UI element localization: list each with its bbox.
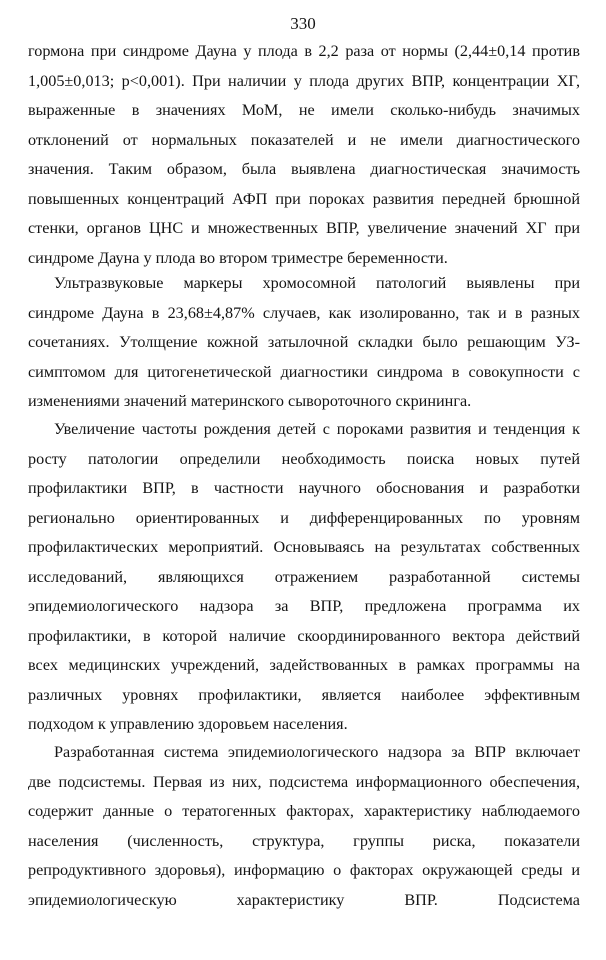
text-line: стенки, органов ЦНС и множественных ВПР, увеличение значений ХГ при (28, 219, 580, 237)
text-line: две подсистемы. Первая из них, подсистема информационного обеспечения, (28, 772, 580, 791)
text-line: профилактики ВПР, в частности научного обоснования и разработки (28, 479, 580, 497)
text-line: репродуктивного здоровья), информацию о факторах окружающей среды и (28, 861, 580, 879)
text-line: Увеличение частоты рождения детей с пороками развития и тенденция к (54, 420, 580, 438)
text-line: эпидемиологического надзора за ВПР, предложена программа их (28, 597, 580, 615)
text-line: различных уровнях профилактики, является наиболее эффективным (28, 685, 580, 704)
text-line: подходом к управлению здоровьем населения. (28, 715, 348, 733)
text-line: отклонений от нормальных показателей и не имели диагностического (28, 130, 580, 149)
text-line: синдроме Дауна в 23,68±4,87% случаев, как изолированно, так и в разных (28, 303, 580, 322)
text-line: Разработанная система эпидемиологического надзора за ВПР включает (54, 743, 580, 761)
paragraph-4 (28, 738, 580, 915)
text-line: регионально ориентированных и дифференцированных по уровням (28, 508, 580, 527)
text-line: населения (численность, структура, группы риска, показатели (28, 831, 580, 850)
text-line: сочетаниях. Утолщение кожной затылочной складки было решающим УЗ- (28, 333, 580, 351)
text-line: исследований, являющихся отражением разработанной системы (28, 567, 580, 586)
text-line: симптомом для цитогенетической диагностики синдрома в совокупности с (28, 362, 580, 381)
paragraph-1 (28, 37, 580, 273)
text-line: повышенных концентраций АФП при пороках развития передней брюшной (28, 189, 580, 208)
text-line: 1,005±0,013; p<0,001). При наличии у плода других ВПР, концентрации ХГ, (28, 71, 580, 90)
text-line: выраженные в значениях МоМ, не имели сколько-нибудь значимых (28, 101, 580, 119)
text-line: значения. Таким образом, была выявлена диагностическая значимость (28, 160, 580, 178)
text-line: содержит данные о тератогенных факторах, характеристику наблюдаемого (28, 802, 580, 820)
text-line: профилактических мероприятий. Основываясь на результатах собственных (28, 538, 580, 556)
text-line: профилактики, в которой наличие скоординированного вектора действий (28, 626, 580, 645)
paragraph-3 (28, 415, 580, 740)
text-line: Ультразвуковые маркеры хромосомной патологий выявлены при (54, 274, 580, 292)
text-line: росту патологии определили необходимость поиска новых путей (28, 449, 580, 468)
text-line: всех медицинских учреждений, задействованных в рамках программы на (28, 656, 580, 674)
text-line: изменениями значений материнского сывороточного скрининга. (28, 392, 472, 410)
text-line: эпидемиологическую характеристику ВПР. Подсистема (28, 890, 580, 909)
paragraph-2 (28, 269, 580, 417)
text-line: синдроме Дауна у плода во втором триместре беременности. (28, 248, 448, 267)
text-line: гормона при синдроме Дауна у плода в 2,2 раза от нормы (2,44±0,14 против (28, 42, 580, 60)
page-number: 330 (290, 14, 316, 33)
